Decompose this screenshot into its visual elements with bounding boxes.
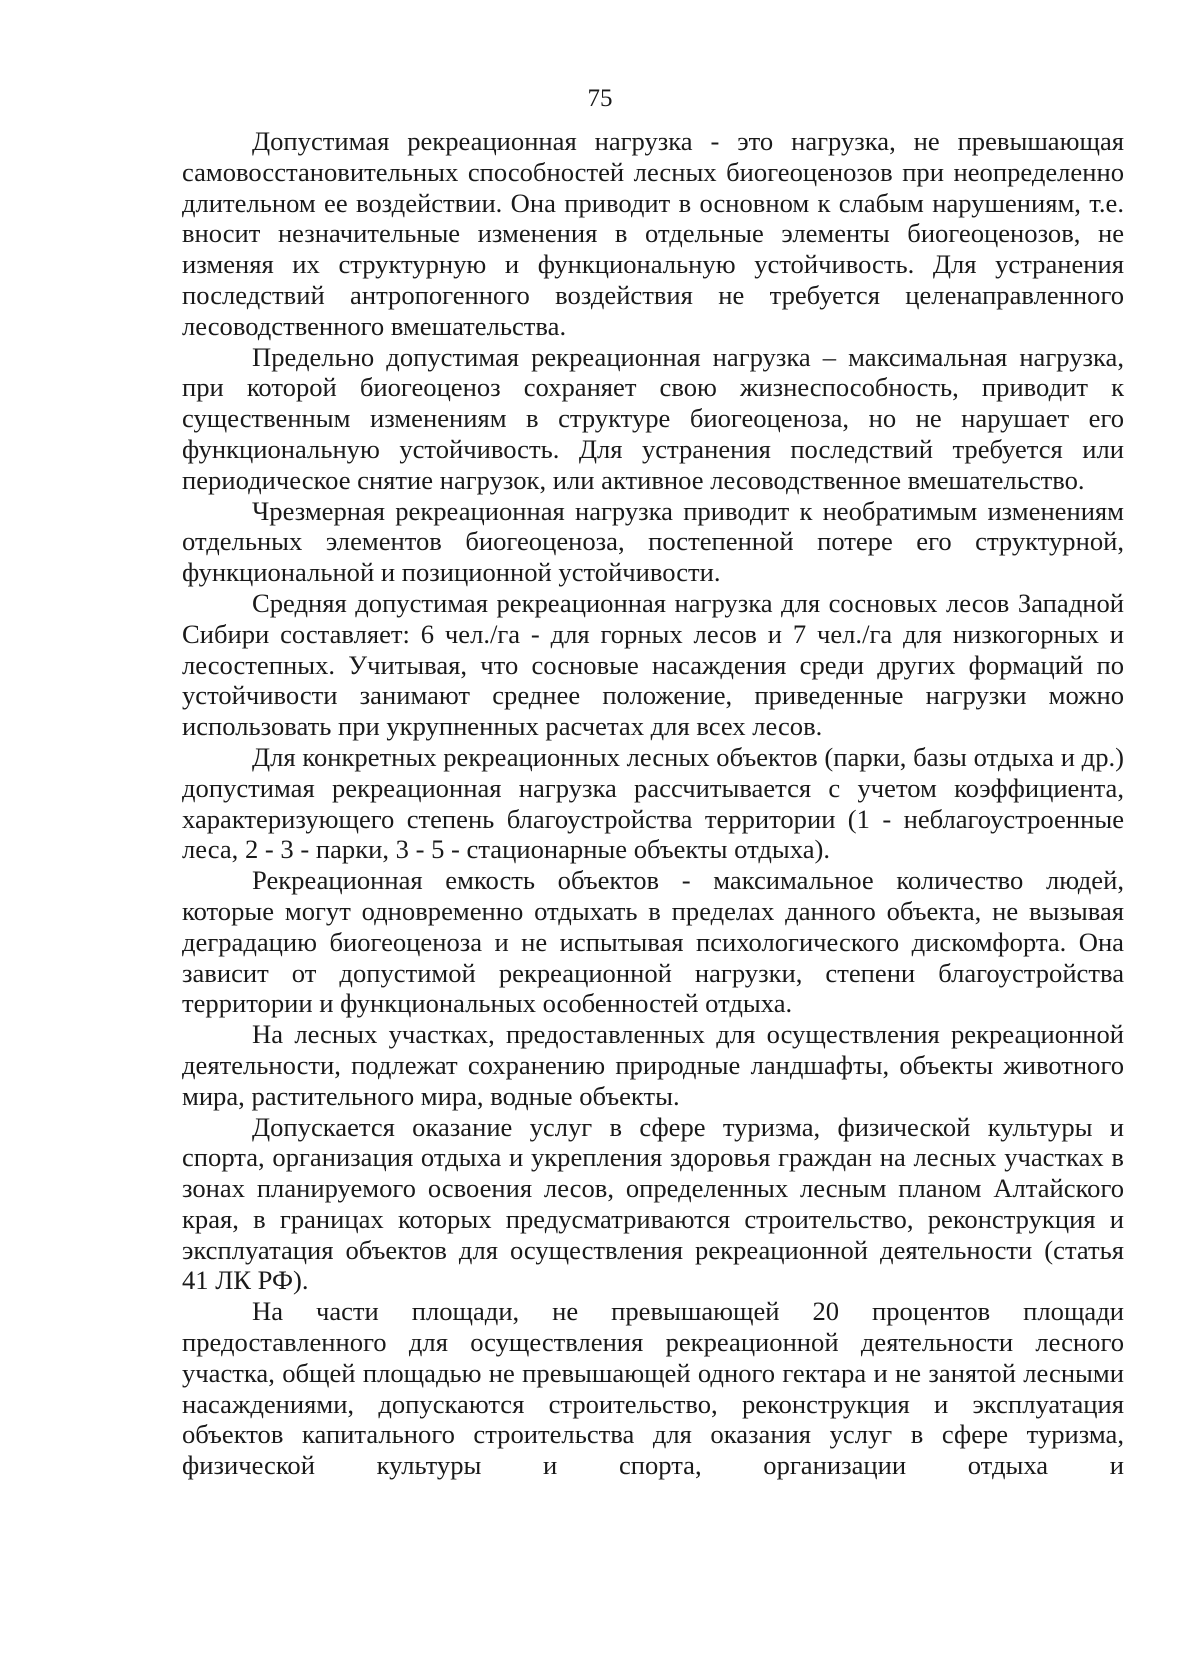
paragraph-recreational-capacity: Рекреационная емкость объектов - максимальное количество людей, которые могут одновременно отдыхать в пределах данного объекта, не вызывая деградацию биогеоценоза и не испытывая психологического дискомфорта. Она зависит от допустимой рекреационной нагрузки, степени благоустройства территории и функциональных особенностей отдыха.	[182, 865, 1124, 1019]
paragraph-services-allowed: Допускается оказание услуг в сфере туризма, физической культуры и спорта, организация отдыха и укрепления здоровья граждан на лесных участках в зонах планируемого освоения лесов, определенных лесным планом Алтайского края, в границах которых предусматриваются строительство, реконструкция и эксплуатация объектов для осуществления рекреационной деятельности (статья 41 ЛК РФ).	[182, 1111, 1124, 1296]
paragraph-preservation: На лесных участках, предоставленных для осуществления рекреационной деятельности, подлежат сохранению природные ландшафты, объекты животного мира, растительного мира, водные объекты.	[182, 1019, 1124, 1111]
page-number: 75	[587, 85, 613, 112]
document-body	[182, 126, 1124, 1481]
paragraph-maximum-permissible-load: Предельно допустимая рекреационная нагрузка – максимальная нагрузка, при которой биогеоценоз сохраняет свою жизнеспособность, приводит к существенным изменениям в структуре биогеоценоза, но не нарушает его функциональную устойчивость. Для устранения последствий требуется или периодическое снятие нагрузок, или активное лесоводственное вмешательство.	[182, 341, 1124, 495]
paragraph-specific-objects: Для конкретных рекреационных лесных объектов (парки, базы отдыха и др.) допустимая рекреационная нагрузка рассчитывается с учетом коэффициента, характеризующего степень благоустройства территории (1 - неблагоустроенные леса, 2 - 3 - парки, 3 - 5 - стационарные объекты отдыха).	[182, 741, 1124, 865]
paragraph-average-load: Средняя допустимая рекреационная нагрузка для сосновых лесов Западной Сибири составляет: 6 чел./га - для горных лесов и 7 чел./га для низкогорных и лесостепных. Учитывая, что сосновые насаждения среди других формаций по устойчивости занимают среднее положение, приведенные нагрузки можно использовать при укрупненных расчетах для всех лесов.	[182, 587, 1124, 742]
paragraph-permissible-load: Допустимая рекреационная нагрузка - это нагрузка, не превышающая самовосстановительных способностей лесных биогеоценозов при неопределенно длительном ее воздействии. Она приводит в основном к слабым нарушениям, т.е. вносит незначительные изменения в отдельные элементы биогеоценозов, не изменяя их структурную и функциональную устойчивость. Для устранения последствий антропогенного воздействия не требуется целенаправленного лесоводственного вмешательства.	[182, 126, 1124, 341]
paragraph-excessive-load: Чрезмерная рекреационная нагрузка приводит к необратимым изменениям отдельных элементов биогеоценоза, постепенной потере его структурной, функциональной и позиционной устойчивости.	[182, 495, 1124, 588]
paragraph-construction: На части площади, не превышающей 20 процентов площади предоставленного для осуществления рекреационной деятельности лесного участка, общей площадью не превышающей одного гектара и не занятой лесными насаждениями, допускаются строительство, реконструкция и эксплуатация объектов капитального строительства для оказания услуг в сфере туризма, физической культуры и спорта, организации отдыха и	[182, 1296, 1124, 1481]
